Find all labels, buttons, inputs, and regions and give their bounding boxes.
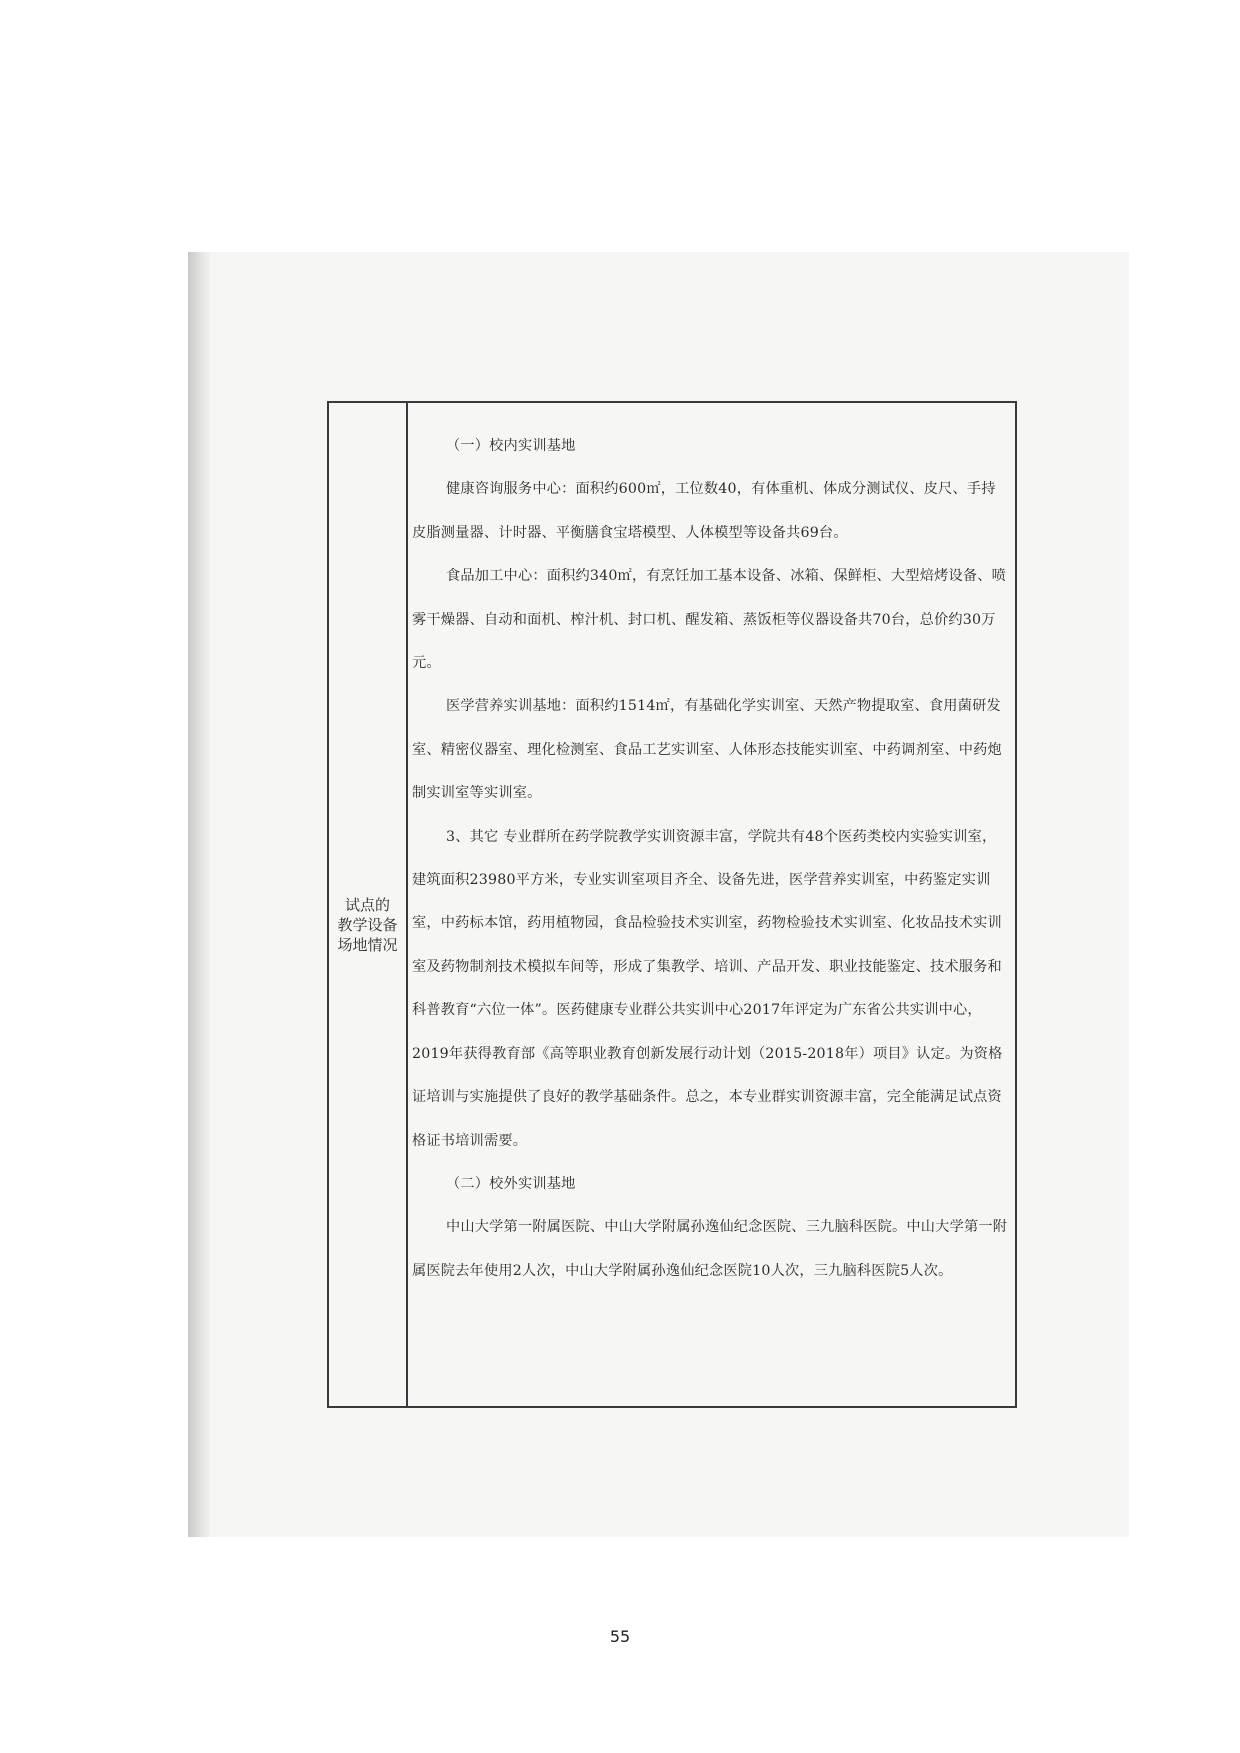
content-cell — [412, 425, 1009, 1293]
paragraph-off-campus-hospitals: 中山大学第一附属医院、中山大学附属孙逸仙纪念医院、三九脑科医院。中山大学第一附属医院去年使用2人次，中山大学附属孙逸仙纪念医院10人次，三九脑科医院5人次。 — [412, 1219, 1008, 1279]
paragraph-food-processing-center: 食品加工中心：面积约340㎡，有烹饪加工基本设备、冰箱、保鲜柜、大型焙烤设备、喷雾干燥器、自动和面机、榨汁机、封口机、醒发箱、蒸饭柜等仪器设备共70台，总价约30万元。 — [412, 568, 1007, 672]
application-form-table — [327, 401, 1017, 1408]
row-label-cell — [329, 403, 408, 1406]
paragraph-other-resources: 3、其它 专业群所在药学院教学实训资源丰富，学院共有48个医药类校内实验实训室，建筑面积23980平方米，专业实训室项目齐全、设备先进，医学营养实训室，中药鉴定实训室，中药标本馆，药用植物园，食品检验技术实训室，药物检验技术实训室、化妆品技术实训室及药物制剂技术模拟车间等，形成了集教学、培训、产品开发、职业技能鉴定、技术服务和科普教育“六位一体”。医药健康专业群公共实训中心2017年评定为广东省公共实训中心，2019年获得教育部《高等职业教育创新发展行动计划（2015-2018年）项目》认定。为资格证培训与实施提供了良好的教学基础条件。总之，本专业群实训资源丰富，完全能满足试点资格证书培训需要。 — [412, 828, 1003, 1149]
section-heading-off-campus: （二）校外实训基地 — [446, 1175, 576, 1192]
row-label-line: 场地情况 — [337, 936, 398, 954]
paragraph-health-consulting-center: 健康咨询服务中心：面积约600㎡，工位数40，有体重机、体成分测试仪、皮尺、手持皮脂测量器、计时器、平衡膳食宝塔模型、人体模型等设备共69台。 — [412, 481, 996, 541]
page-number: 55 — [609, 1627, 631, 1646]
paragraph-medical-nutrition-base: 医学营养实训基地：面积约1514㎡，有基础化学实训室、天然产物提取室、食用菌研发室、精密仪器室、理化检测室、食品工艺实训室、人体形态技能实训室、中药调剂室、中药炮制实训室等实训室。 — [412, 698, 1002, 802]
section-heading-on-campus: （一）校内实训基地 — [446, 438, 576, 454]
scan-shadow-edge — [188, 252, 210, 1537]
row-label-line: 教学设备 — [337, 916, 398, 934]
row-label — [333, 895, 402, 955]
row-label-line: 试点的 — [344, 896, 390, 914]
